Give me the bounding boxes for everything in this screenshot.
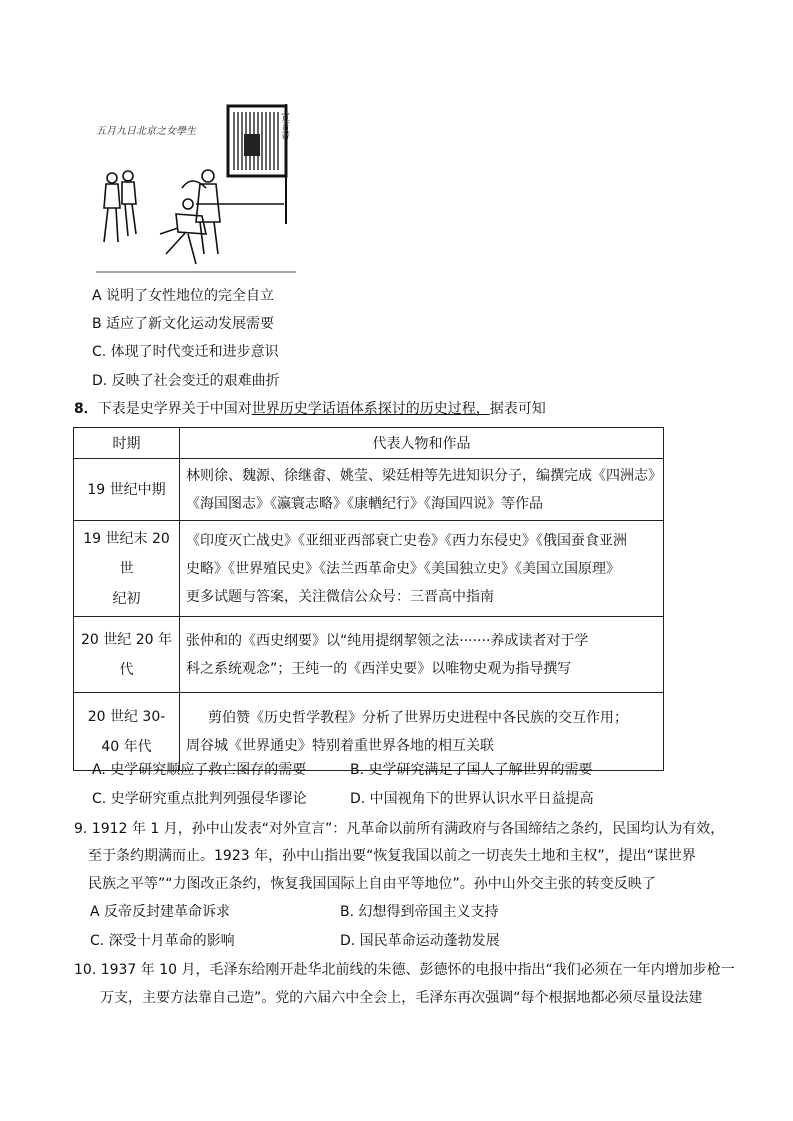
q8-stem-underlined: 世界历史学话语体系探讨的历史过程，	[251, 401, 490, 417]
q8-option-a[interactable]: A. 史学研究顺应了救亡图存的需要	[92, 762, 307, 778]
works-line: 张仲和的《西史纲要》以“纯用提纲挈领之法·······养成读者对于学	[186, 632, 589, 649]
q8-option-d[interactable]: D. 中国视角下的世界认识水平日益提高	[350, 791, 594, 807]
table-row	[74, 617, 664, 693]
q9-stem-line-1: 9. 1912 年 1 月，孙中山发表“对外宣言”：凡革命以前所有满政府与各国缔结之条约，民国均认为有效，	[74, 821, 725, 837]
table-row	[74, 521, 664, 617]
period-cell: 20 世纪 20 年代	[74, 617, 180, 693]
q10-stem-line-1: 10. 1937 年 10 月，毛泽东给刚开赴华北前线的朱德、彭德怀的电报中指出“我们必须在一年内增加步枪一	[74, 962, 735, 978]
q9-option-d[interactable]: D. 国民革命运动蓬勃发展	[340, 933, 500, 949]
works-line: 《海国图志》《瀛寰志略》《康輶纪行》《海国四说》等作品	[186, 495, 543, 512]
period-line: 40 年代	[101, 738, 152, 755]
period-line: 19 世纪末 20 世	[83, 530, 170, 577]
table-row	[74, 459, 664, 521]
figures-left	[104, 171, 136, 242]
works-cell	[180, 459, 664, 521]
q8-stem	[74, 400, 546, 418]
q8-number: 8．	[74, 401, 98, 417]
works-line: 《印度灭亡战史》《亚细亚西部衰亡史卷》《西力东侵史》《俄国蚕食亚洲	[186, 532, 627, 549]
works-line: 周谷城《世界通史》特别着重世界各地的相互关联	[186, 737, 494, 754]
works-line: 科之系统观念”；王纯一的《西洋史要》以唯物史观为指导撰写	[186, 660, 572, 677]
period-line: 纪初	[112, 590, 141, 607]
works-line: 林则徐、魏源、徐继畬、姚莹、梁廷枏等先进知识分子，编撰完成《四洲志》	[186, 467, 662, 484]
history-table	[73, 427, 664, 771]
q8-option-c[interactable]: C. 史学研究重点批判列强侵华谬论	[92, 791, 307, 807]
q9-option-c[interactable]: C. 深受十月革命的影响	[90, 933, 235, 949]
table-header-row	[74, 428, 664, 459]
q10-stem-line-2: 万支，主要方法靠自己造”。党的六届六中全会上，毛泽东再次强调“每个根据地都必须尽量设法建	[100, 990, 703, 1006]
works-cell	[180, 617, 664, 693]
table-row	[74, 693, 664, 771]
q7-option-c[interactable]: C. 体现了时代变迁和进步意识	[92, 344, 279, 360]
period-line: 20 世纪 30-	[87, 708, 166, 725]
works-line: 更多试题与答案，关注微信公众号：三晋高中指南	[186, 588, 494, 605]
q7-option-a[interactable]: A 说明了女性地位的完全自立	[92, 288, 275, 304]
works-line: 史略》《世界殖民史》《法兰西革命史》《美国独立史》《美国立国原理》	[186, 560, 620, 577]
works-cell	[180, 521, 664, 617]
poster-portrait	[244, 134, 260, 156]
period-cell	[74, 693, 180, 771]
q9-option-b[interactable]: B. 幻想得到帝国主义支持	[340, 904, 499, 920]
q8-stem-post: 据表可知	[489, 401, 546, 417]
period-cell: 19 世纪中期	[74, 459, 180, 521]
q9-stem-line-2: 至于条约期满而止。1923 年，孙中山指出要“恢复我国以前之一切丧失土地和主权”，提出“谋世界	[88, 848, 696, 864]
cartoon-caption-vertical: 宣言書	[279, 112, 289, 139]
cartoon-caption-horizontal: 五月九日北京之女學生	[96, 126, 196, 137]
period-cell	[74, 521, 180, 617]
q7-option-d[interactable]: D. 反映了社会变迁的艰难曲折	[92, 373, 280, 389]
q7-option-b[interactable]: B 适应了新文化运动发展需要	[92, 316, 275, 332]
q9-stem-line-3: 民族之平等”“力图改正条约，恢复我国国际上自由平等地位”。孙中山外交主张的转变反映了	[88, 876, 656, 892]
figures-right	[160, 170, 220, 264]
works-cell	[180, 693, 664, 771]
header-works: 代表人物和作品	[180, 428, 664, 459]
q9-option-a[interactable]: A 反帝反封建革命诉求	[90, 904, 231, 920]
header-period: 时期	[74, 428, 180, 459]
q8-stem-pre: 下表是史学界关于中国对	[97, 401, 252, 417]
works-line: 剪伯赞《历史哲学教程》分析了世界历史进程中各民族的交互作用；	[208, 709, 628, 726]
q8-option-b[interactable]: B. 史学研究满足了国人了解世界的需要	[350, 762, 593, 778]
